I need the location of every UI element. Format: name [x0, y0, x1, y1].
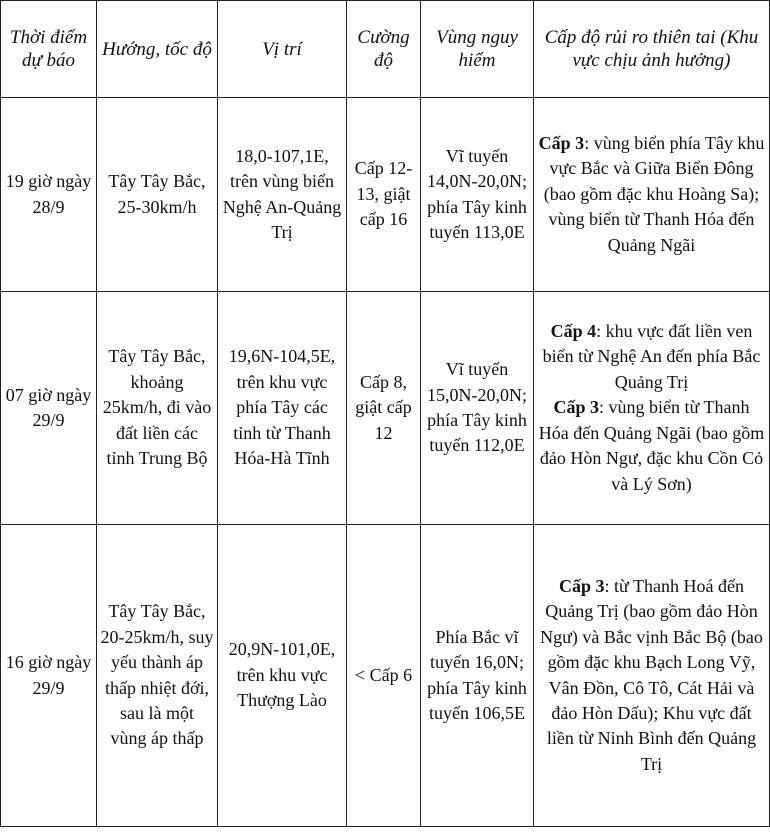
position-cell: 18,0-107,1E, trên vùng biển Nghệ An-Quảng Trị	[218, 98, 347, 292]
direction-speed-cell: Tây Tây Bắc, khoảng 25km/h, đi vào đất liền các tỉnh Trung Bộ	[97, 292, 218, 525]
table-row	[1, 98, 770, 292]
risk-level-label: Cấp 3	[559, 575, 605, 596]
risk-entry	[538, 319, 765, 395]
table-header-row	[1, 1, 770, 98]
risk-entry	[538, 395, 765, 497]
forecast-time-cell: 19 giờ ngày 28/9	[1, 98, 97, 292]
position-cell: 20,9N-101,0E, trên khu vực Thượng Lào	[218, 525, 347, 827]
danger-zone-cell: Vĩ tuyến 15,0N-20,0N; phía Tây kinh tuyến 112,0E	[421, 292, 534, 525]
header-danger-zone: Vùng nguy hiểm	[421, 1, 534, 98]
direction-speed-cell: Tây Tây Bắc, 25-30km/h	[97, 98, 218, 292]
intensity-cell: Cấp 12-13, giật cấp 16	[347, 98, 421, 292]
intensity-cell: < Cấp 6	[347, 525, 421, 827]
risk-area-text: : từ Thanh Hoá đến Quảng Trị (bao gồm đảo Hòn Ngư) và Bắc vịnh Bắc Bộ (bao gồm đặc khu Bạch Long Vỹ, Vân Đồn, Cô Tô, Cát Hải và đảo Hòn Dấu); Khu vực đất liền từ Ninh Bình đến Quảng Trị	[540, 575, 763, 774]
table-row	[1, 292, 770, 525]
risk-level-label: Cấp 4	[550, 321, 597, 342]
risk-area-text: : vùng biển từ Thanh Hóa đến Quảng Ngãi (bao gồm đảo Hòn Ngư, đặc khu Cồn Cỏ và Lý Sơn)	[538, 397, 765, 494]
forecast-time-cell: 16 giờ ngày 29/9	[1, 525, 97, 827]
risk-level-cell	[534, 292, 770, 525]
header-direction-speed: Hướng, tốc độ	[97, 1, 218, 98]
table-row	[1, 525, 770, 827]
forecast-time-cell: 07 giờ ngày 29/9	[1, 292, 97, 525]
risk-level-label: Cấp 3	[538, 132, 585, 153]
risk-area-text: : khu vực đất liền ven biển từ Nghệ An đến phía Bắc Quảng Trị	[542, 321, 761, 392]
risk-entry	[538, 574, 765, 777]
direction-speed-cell: Tây Tây Bắc, 20-25km/h, suy yếu thành áp thấp nhiệt đới, sau là một vùng áp thấp	[97, 525, 218, 827]
header-position: Vị trí	[218, 1, 347, 98]
header-intensity: Cường độ	[347, 1, 421, 98]
danger-zone-cell: Vĩ tuyến 14,0N-20,0N; phía Tây kinh tuyến 113,0E	[421, 98, 534, 292]
risk-level-cell	[534, 525, 770, 827]
risk-level-cell	[534, 98, 770, 292]
danger-zone-cell: Phía Bắc vĩ tuyến 16,0N; phía Tây kinh tuyến 106,5E	[421, 525, 534, 827]
header-disaster-risk-level: Cấp độ rủi ro thiên tai (Khu vực chịu ảnh hưởng)	[534, 1, 770, 98]
risk-area-text: : vùng biển phía Tây khu vực Bắc và Giữa Biển Đông (bao gồm đặc khu Hoàng Sa); vùng biển từ Thanh Hóa đến Quảng Ngãi	[543, 132, 765, 255]
header-forecast-time: Thời điểm dự báo	[1, 1, 97, 98]
risk-level-label: Cấp 3	[553, 397, 600, 418]
risk-entry	[538, 131, 765, 258]
position-cell: 19,6N-104,5E, trên khu vực phía Tây các tỉnh từ Thanh Hóa-Hà Tĩnh	[218, 292, 347, 525]
intensity-cell: Cấp 8, giật cấp 12	[347, 292, 421, 525]
